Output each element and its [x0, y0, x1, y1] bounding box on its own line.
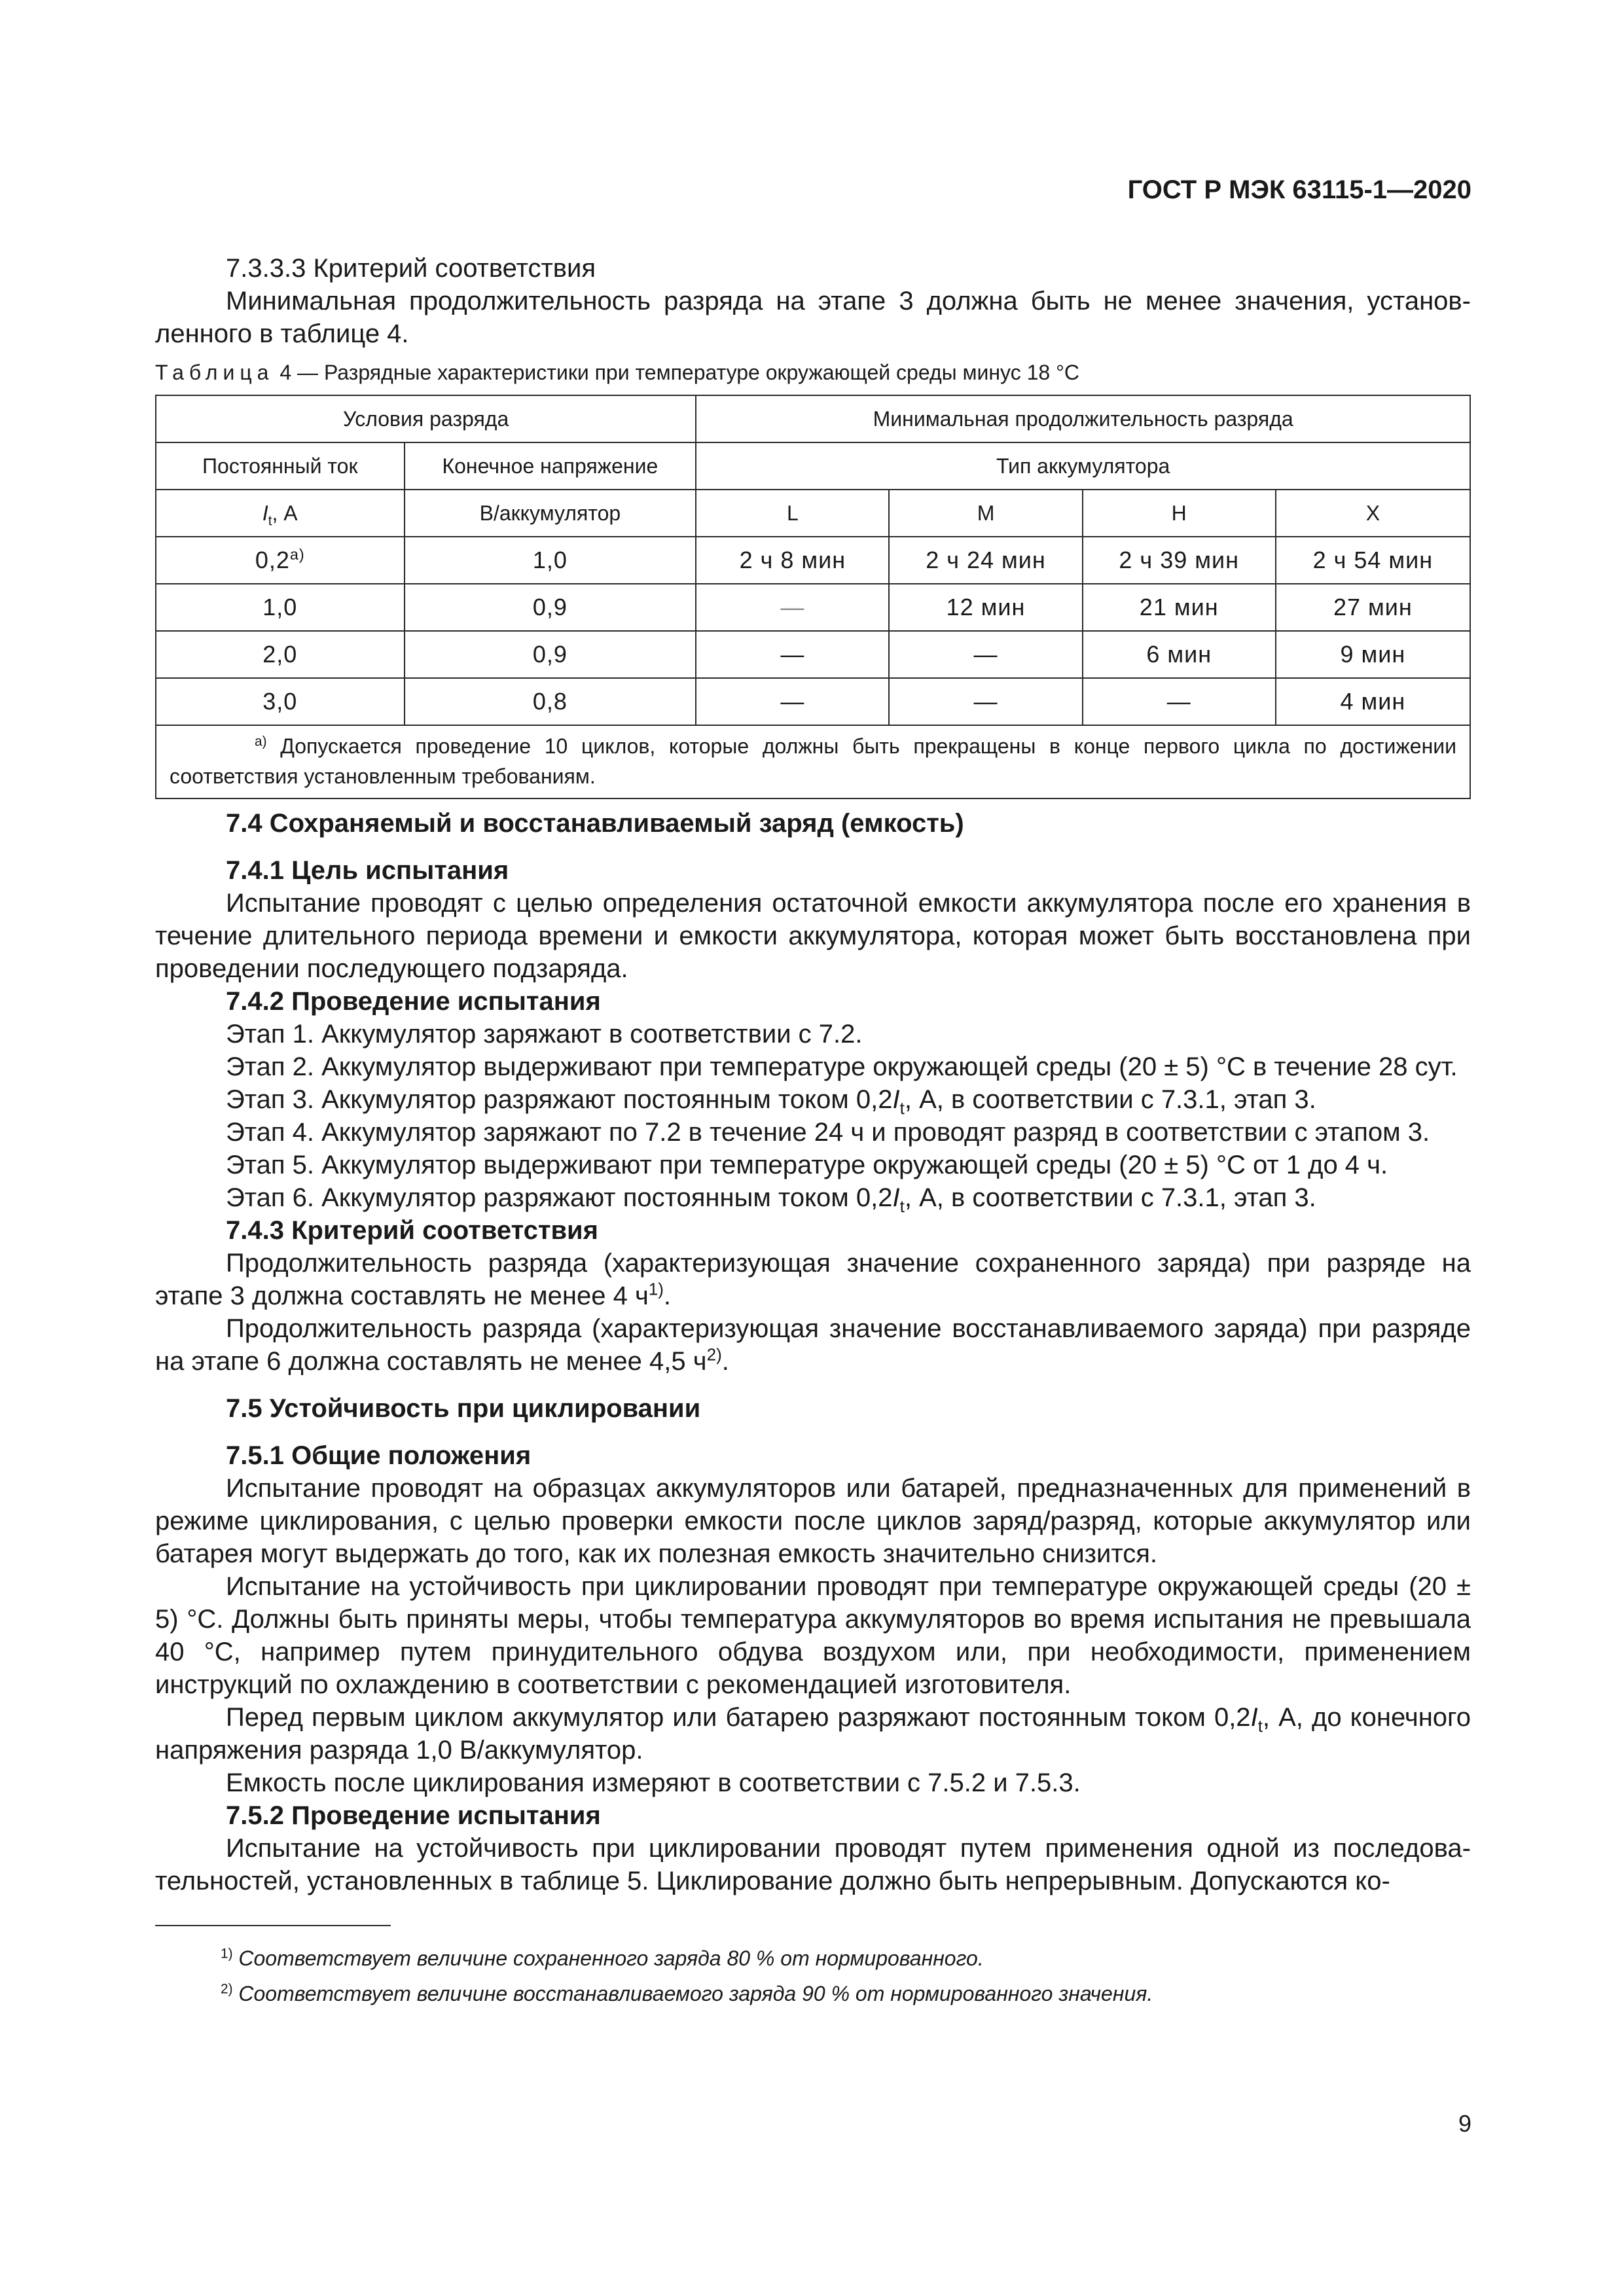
cell-current: 3,0 — [156, 678, 405, 725]
cell-voltage: 0,9 — [405, 584, 696, 631]
page-number: 9 — [1458, 2110, 1471, 2137]
header-battery-type: Тип аккумулятора — [696, 442, 1470, 490]
header-discharge-conditions: Условия разряда — [156, 395, 696, 442]
section-7-4-2-title: 7.4.2 Проведение испытания — [226, 987, 601, 1016]
header-end-voltage: Конечное напряжение — [405, 442, 696, 490]
cell-type-h: 6 мин — [1083, 631, 1276, 678]
cell-type-h: 21 мин — [1083, 584, 1276, 631]
footnote-separator — [155, 1925, 391, 1926]
table-4-caption — [155, 358, 1471, 387]
cell-type-l: — — [696, 631, 889, 678]
section-7-5-1-para-2: Испытание на устойчивость при циклировании проводят при температуре окружающей среды (20 ± 5) °С. Должны быть приняты меры, чтобы температура аккумуляторов во время испытания не превышала 40 °С, например путем принудительного обдува воздухом или, при необходимости, применением инструкций по охлаждению в соответствии с рекомендацией изготовителя. — [155, 1572, 1471, 1699]
table-row — [156, 678, 1470, 725]
unit-voltage: В/аккумулятор — [405, 490, 696, 537]
section-7-4-title: 7.4 Сохраняемый и восстанавливаемый заряд (емкость) — [226, 809, 964, 838]
section-7-5-2-para-1: Испытание на устойчивость при циклировании проводят путем применения одной из последовательностей, установленных в таблице 5. Циклирование должно быть непрерывным. Допускаются ко- — [155, 1834, 1471, 1895]
section-7-4-1-title: 7.4.1 Цель испытания — [226, 856, 509, 885]
section-7-4-3-para-2: Продолжительность разряда (характеризующая значение восстанавливаемого заряда) при разряде на этапе 6 должна составлять не менее 4,5 $ч^{2)}$. — [155, 1314, 1471, 1376]
table-header-row-3 — [156, 490, 1470, 537]
cell-type-m: 12 мин — [889, 584, 1082, 631]
type-m: M — [889, 490, 1082, 537]
page-content — [155, 252, 1471, 2011]
cell-type-l: — — [696, 584, 889, 631]
table-4 — [155, 395, 1471, 799]
type-h: H — [1083, 490, 1276, 537]
header-constant-current: Постоянный ток — [156, 442, 405, 490]
table-header-row-2 — [156, 442, 1470, 490]
section-7-3-3-3-title: 7.3.3.3 Критерий соответствия — [226, 254, 596, 283]
header-min-discharge-duration: Минимальная продолжительность разряда — [696, 395, 1470, 442]
section-7-5-1-para-3: Перед первым циклом аккумулятор или батарею разряжают постоянным током $0,2I_t$, А, до конечного напряжения разряда 1,0 В/аккумулятор. — [155, 1703, 1471, 1765]
footnote-1: $^{1)}$ Соответствует величине сохраненного заряда 80 % от нормированного. — [221, 1946, 984, 1970]
cell-type-m: 2 ч 24 мин — [889, 537, 1082, 584]
cell-type-x: 2 ч 54 мин — [1276, 537, 1470, 584]
step-2: Этап 2. Аккумулятор выдерживают при температуре окружающей среды (20 ± 5) °С в течение 28 сут. — [226, 1052, 1458, 1081]
step-5: Этап 5. Аккумулятор выдерживают при температуре окружающей среды (20 ± 5) °С от 1 до 4 ч. — [226, 1151, 1388, 1179]
footnote-2: $^{2)}$ Соответствует величине восстанавливаемого заряда 90 % от нормированного значения. — [221, 1981, 1153, 2005]
cell-current: 1,0 — [156, 584, 405, 631]
cell-current: 2,0 — [156, 631, 405, 678]
table-note: $^{а)}$ Допускается проведение 10 циклов, которые должны быть прекращены в конце первого цикла по достижении соответствия установленным требованиям. — [156, 725, 1470, 798]
step-4: Этап 4. Аккумулятор заряжают по 7.2 в течение 24 ч и проводят разряд в соответствии с этапом 3. — [226, 1118, 1430, 1147]
table-row — [156, 537, 1470, 584]
section-7-5-1-title: 7.5.1 Общие положения — [226, 1441, 532, 1470]
cell-voltage: 0,9 — [405, 631, 696, 678]
cell-type-x: 27 мин — [1276, 584, 1470, 631]
section-7-5-1-para-1: Испытание проводят на образцах аккумуляторов или батарей, предназначенных для применений в режиме циклирования, с целью проверки емкости после циклов заряд/разряд, которые аккумулятор или батарея могут выдержать до того, как их полезная емкость значительно снизится. — [155, 1474, 1471, 1568]
section-7-5-title: 7.5 Устойчивость при циклировании — [226, 1394, 701, 1423]
unit-current: $I_t$, А — [156, 490, 405, 537]
cell-type-m: — — [889, 631, 1082, 678]
cell-type-m: — — [889, 678, 1082, 725]
step-6: Этап 6. Аккумулятор разряжают постоянным током $0,2I_t$, А, в соответствии с 7.3.1, этап 3. — [226, 1183, 1316, 1216]
cell-type-l: 2 ч 8 мин — [696, 537, 889, 584]
section-7-5-2-title: 7.5.2 Проведение испытания — [226, 1801, 601, 1830]
cell-type-x: 4 мин — [1276, 678, 1470, 725]
table-row — [156, 631, 1470, 678]
section-7-3-3-3-text: Минимальная продолжительность разряда на этапе 3 должна быть не менее значения, установленного в таблице 4. — [155, 287, 1471, 348]
cell-current: $0,2^{а)}$ — [156, 537, 405, 584]
section-7-4-3-title: 7.4.3 Критерий соответствия — [226, 1216, 598, 1245]
document-header: ГОСТ Р МЭК 63115-1—2020 — [1127, 175, 1471, 204]
section-7-4-1-text: Испытание проводят с целью определения остаточной емкости аккумулятора после его хранения в течение длительного периода времени и емкости аккумулятора, которая может быть восстановлена при проведении последующего подзаряда. — [155, 889, 1471, 983]
step-3: Этап 3. Аккумулятор разряжают постоянным током $0,2I_t$, А, в соответствии с 7.3.1, этап 3. — [226, 1085, 1316, 1118]
table-header-row-1 — [156, 395, 1470, 442]
type-x: X — [1276, 490, 1470, 537]
table-4-caption-word: Таблица — [155, 361, 274, 384]
table-4-caption-text: 4 — Разрядные характеристики при температуре окружающей среды минус 18 °С — [274, 361, 1079, 384]
cell-type-l: — — [696, 678, 889, 725]
section-7-4-3-para-1: Продолжительность разряда (характеризующая значение сохраненного заряда) при разряде на этапе 3 должна составлять не менее 4 $ч^{1)}$. — [155, 1249, 1471, 1310]
cell-type-x: 9 мин — [1276, 631, 1470, 678]
cell-voltage: 0,8 — [405, 678, 696, 725]
cell-voltage: 1,0 — [405, 537, 696, 584]
table-row — [156, 584, 1470, 631]
step-1: Этап 1. Аккумулятор заряжают в соответствии с 7.2. — [226, 1020, 863, 1049]
type-l: L — [696, 490, 889, 537]
cell-type-h: 2 ч 39 мин — [1083, 537, 1276, 584]
table-note-row — [156, 725, 1470, 798]
section-7-5-1-para-4: Емкость после циклирования измеряют в соответствии с 7.5.2 и 7.5.3. — [226, 1768, 1081, 1797]
cell-type-h: — — [1083, 678, 1276, 725]
